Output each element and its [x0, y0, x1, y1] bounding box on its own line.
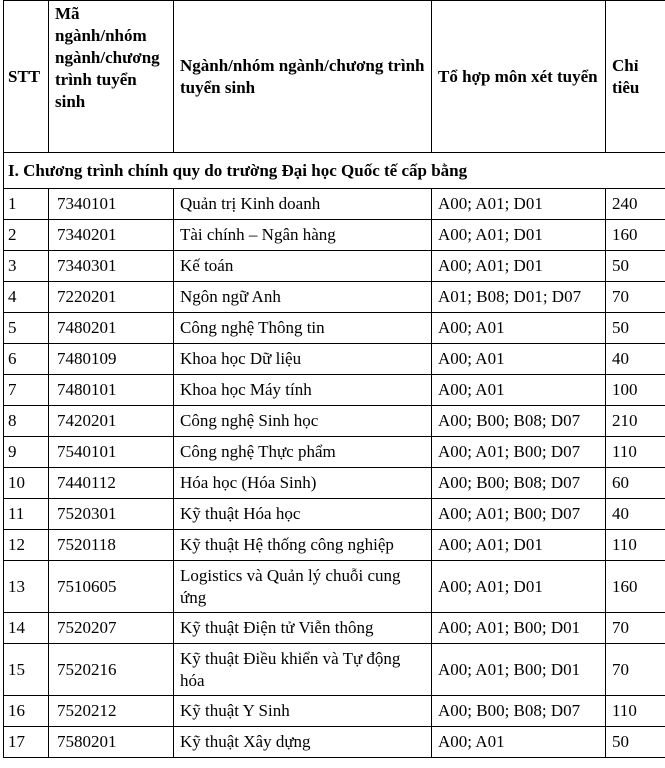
cell-quota: 70	[606, 282, 665, 313]
cell-combo: A00; A01; D01	[432, 220, 606, 251]
cell-quota: 70	[606, 644, 665, 696]
cell-quota: 160	[606, 220, 665, 251]
cell-name: Công nghệ Thực phẩm	[174, 437, 432, 468]
cell-combo: A00; A01; B00; D07	[432, 499, 606, 530]
cell-code: 7540101	[49, 437, 174, 468]
cell-name: Kỹ thuật Y Sinh	[174, 696, 432, 727]
cell-code: 7480109	[49, 344, 174, 375]
cell-name: Công nghệ Sinh học	[174, 406, 432, 437]
admissions-table	[3, 0, 665, 758]
cell-quota: 40	[606, 499, 665, 530]
cell-code: 7580201	[49, 727, 174, 758]
cell-name: Kỹ thuật Hệ thống công nghiệp	[174, 530, 432, 561]
cell-stt: 8	[4, 406, 49, 437]
table-row	[4, 468, 665, 499]
cell-code: 7480201	[49, 313, 174, 344]
cell-combo: A00; A01	[432, 344, 606, 375]
cell-combo: A01; B08; D01; D07	[432, 282, 606, 313]
cell-name: Kế toán	[174, 251, 432, 282]
cell-combo: A00; A01; D01	[432, 530, 606, 561]
cell-combo: A00; A01; D01	[432, 189, 606, 220]
cell-quota: 160	[606, 561, 665, 613]
cell-name: Tài chính – Ngân hàng	[174, 220, 432, 251]
cell-quota: 100	[606, 375, 665, 406]
cell-stt: 12	[4, 530, 49, 561]
table-row	[4, 530, 665, 561]
table-row	[4, 499, 665, 530]
table-row	[4, 313, 665, 344]
cell-code: 7520207	[49, 613, 174, 644]
cell-code: 7480101	[49, 375, 174, 406]
cell-combo: A00; A01	[432, 727, 606, 758]
cell-combo: A00; A01	[432, 313, 606, 344]
cell-combo: A00; B00; B08; D07	[432, 406, 606, 437]
cell-combo: A00; A01; D01	[432, 561, 606, 613]
header-quota: Chỉ tiêu	[606, 1, 665, 153]
cell-name: Khoa học Máy tính	[174, 375, 432, 406]
cell-combo: A00; B00; B08; D07	[432, 696, 606, 727]
cell-quota: 110	[606, 437, 665, 468]
cell-code: 7510605	[49, 561, 174, 613]
table-row	[4, 644, 665, 696]
cell-name: Kỹ thuật Hóa học	[174, 499, 432, 530]
cell-stt: 4	[4, 282, 49, 313]
cell-combo: A00; A01; B00; D07	[432, 437, 606, 468]
cell-combo: A00; A01; B00; D01	[432, 613, 606, 644]
cell-stt: 11	[4, 499, 49, 530]
header-row	[4, 1, 665, 153]
cell-code: 7340301	[49, 251, 174, 282]
cell-name: Quản trị Kinh doanh	[174, 189, 432, 220]
cell-code: 7520118	[49, 530, 174, 561]
cell-stt: 5	[4, 313, 49, 344]
cell-stt: 16	[4, 696, 49, 727]
cell-name: Kỹ thuật Điện tử Viễn thông	[174, 613, 432, 644]
cell-name: Hóa học (Hóa Sinh)	[174, 468, 432, 499]
cell-stt: 6	[4, 344, 49, 375]
cell-combo: A00; B00; B08; D07	[432, 468, 606, 499]
table-row	[4, 344, 665, 375]
header-combo: Tổ hợp môn xét tuyển	[432, 1, 606, 153]
cell-combo: A00; A01	[432, 375, 606, 406]
table-row	[4, 251, 665, 282]
header-stt: STT	[4, 1, 49, 153]
cell-name: Kỹ thuật Điều khiển và Tự động hóa	[174, 644, 432, 696]
cell-name: Logistics và Quản lý chuỗi cung ứng	[174, 561, 432, 613]
cell-stt: 1	[4, 189, 49, 220]
header-code: Mã ngành/nhóm ngành/chương trình tuyển sinh	[49, 1, 174, 153]
cell-combo: A00; A01; D01	[432, 251, 606, 282]
table-row	[4, 613, 665, 644]
cell-stt: 14	[4, 613, 49, 644]
cell-quota: 240	[606, 189, 665, 220]
cell-name: Công nghệ Thông tin	[174, 313, 432, 344]
cell-name: Khoa học Dữ liệu	[174, 344, 432, 375]
cell-quota: 110	[606, 696, 665, 727]
cell-quota: 50	[606, 313, 665, 344]
cell-quota: 210	[606, 406, 665, 437]
cell-stt: 2	[4, 220, 49, 251]
cell-quota: 50	[606, 251, 665, 282]
cell-code: 7440112	[49, 468, 174, 499]
header-name: Ngành/nhóm ngành/chương trình tuyển sinh	[174, 1, 432, 153]
cell-name: Ngôn ngữ Anh	[174, 282, 432, 313]
section-title: I. Chương trình chính quy do trường Đại học Quốc tế cấp bằng	[4, 153, 665, 189]
cell-code: 7520301	[49, 499, 174, 530]
table-row	[4, 406, 665, 437]
table-row	[4, 220, 665, 251]
cell-quota: 110	[606, 530, 665, 561]
cell-combo: A00; A01; B00; D01	[432, 644, 606, 696]
table-row	[4, 727, 665, 758]
cell-quota: 50	[606, 727, 665, 758]
cell-stt: 17	[4, 727, 49, 758]
cell-stt: 7	[4, 375, 49, 406]
cell-stt: 15	[4, 644, 49, 696]
cell-code: 7340201	[49, 220, 174, 251]
table-row	[4, 375, 665, 406]
table-row	[4, 561, 665, 613]
cell-stt: 9	[4, 437, 49, 468]
cell-stt: 13	[4, 561, 49, 613]
table-row	[4, 189, 665, 220]
cell-quota: 70	[606, 613, 665, 644]
cell-code: 7420201	[49, 406, 174, 437]
cell-quota: 60	[606, 468, 665, 499]
cell-code: 7340101	[49, 189, 174, 220]
cell-stt: 3	[4, 251, 49, 282]
table-row	[4, 282, 665, 313]
table-row	[4, 696, 665, 727]
table-body	[4, 189, 665, 758]
cell-stt: 10	[4, 468, 49, 499]
cell-name: Kỹ thuật Xây dựng	[174, 727, 432, 758]
section-row	[4, 153, 665, 189]
table-row	[4, 437, 665, 468]
cell-code: 7220201	[49, 282, 174, 313]
cell-quota: 40	[606, 344, 665, 375]
cell-code: 7520212	[49, 696, 174, 727]
cell-code: 7520216	[49, 644, 174, 696]
